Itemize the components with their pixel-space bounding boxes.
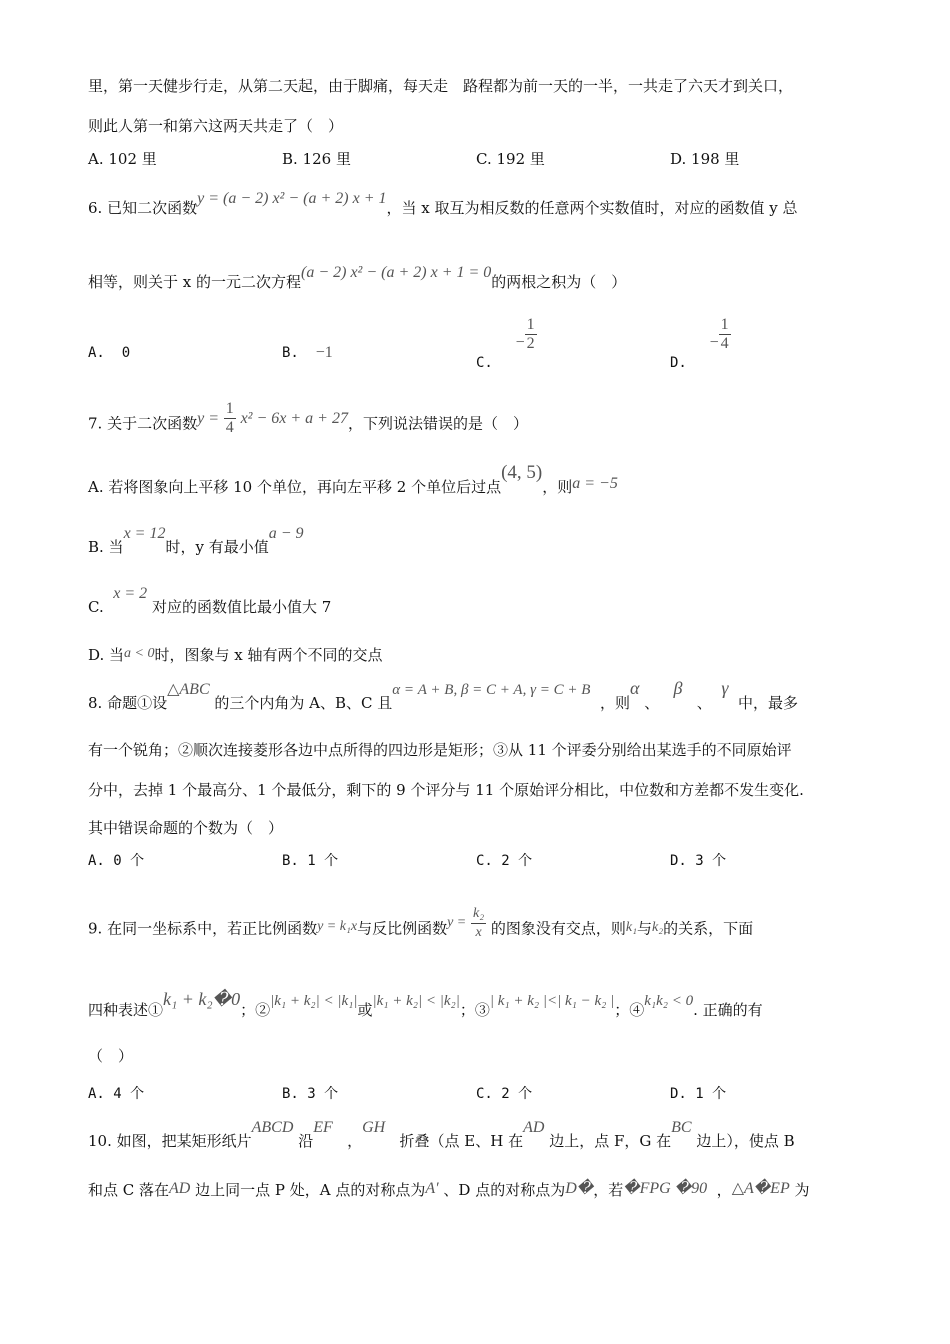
q9-l2-b: ；② [240,1001,271,1019]
q7-option-a-mid: ，则 [542,478,573,496]
q8-option-d[interactable]: D. 3 个 [670,853,727,869]
q7-stem [88,400,528,443]
q9-l2-c: ；③ [459,1001,490,1019]
q9-proportional-function: y = k₁x [317,918,358,934]
q10-triangle: △A�EP [731,1180,790,1197]
q9-inverse-y: y = [447,914,467,930]
q10-gh: GH [362,1119,386,1136]
q6-option-a-value: 0 [121,345,131,361]
q9-tail: 的关系，下面 [663,919,754,938]
q9-prefix: 9. 在同一坐标系中，若正比例函数 [88,919,318,938]
q6-option-d-numerator: 1 [720,316,729,333]
q9-paren: （ ） [88,1047,134,1065]
q6-option-d-label: D. [670,354,687,371]
q8-option-b[interactable]: B. 1 个 [282,853,339,869]
q7-option-c-equation: x = 2 [113,585,148,602]
q9-option-a[interactable]: A. 4 个 [88,1086,145,1102]
q8-option-a[interactable]: A. 0 个 [88,853,145,869]
q9-option-c[interactable]: C. 2 个 [476,1086,533,1102]
q9-inverse-denominator: x [475,925,482,940]
q8-sep2: 、 [696,694,712,712]
q10-ad: AD [523,1119,545,1136]
q9-statement-2b: |k₁ + k₂| < |k₂| [372,993,460,1009]
q6-option-d-denominator: 4 [720,335,729,352]
q8-triangle: △ABC [167,681,210,698]
q7-option-a-prefix: A. 若将图象向上平移 10 个单位，再向左平移 2 个单位后过点 [88,478,502,496]
q9-k2: k₂ [652,919,664,935]
q9-mid: 与反比例函数 [357,919,448,938]
q8-then: ，则 [599,694,630,712]
q5-text-line1: 里，第一天健步行走，从第二天起，由于脚痛，每天走 路程都为前一天的一半，一共走了六天才到关口， [88,77,794,95]
q10-ad2: AD [169,1180,191,1197]
q7-option-c-prefix: C. [88,598,104,616]
q6-option-c-label: C. [476,354,493,371]
q8-gamma: γ [721,678,729,698]
q10-l2-d: ， [716,1181,732,1199]
q10-a-prime: A′ [425,1180,439,1197]
q6-option-c[interactable] [476,316,537,371]
q6-option-b-label: B. [282,345,299,361]
q6-option-b[interactable] [282,343,333,363]
q7-numerator: 1 [225,400,234,417]
q10-ef: EF [313,1119,333,1136]
q9-or: 或 [357,1001,373,1019]
q7-option-b-value: a − 9 [268,525,304,542]
q9-inverse-numerator: k₂ [471,905,486,924]
q6-prefix: 6. 已知二次函数 [88,199,198,217]
q6-stem-line1 [88,190,798,219]
q8-stem-line4: 其中错误命题的个数为（ ） [88,819,284,837]
q7-prefix: 7. 关于二次函数 [88,414,198,433]
q7-option-d-suffix: 时，图象与 x 轴有两个不同的交点 [154,646,383,664]
q10-stem-line2 [88,1180,810,1201]
q9-l2-d: ；④ [614,1001,645,1019]
q7-option-a-equation: a = −5 [572,475,618,492]
q6-option-b-value: −1 [315,344,333,361]
q9-l2-e: . 正确的有 [693,1001,763,1019]
q8-stem-line1 [88,678,799,714]
q7-option-d-prefix: D. 当 [88,646,125,664]
q7-denominator: 4 [225,419,234,436]
q6-suffix: ，当 x 取互为相反数的任意两个实数值时，对应的函数值 y 总 [386,199,798,217]
q6-option-c-denominator: 2 [526,335,535,352]
q10-bc: BC [671,1119,692,1136]
q9-stem-line1 [88,906,754,948]
q10-l2-b: 、D 点的对称点为 [443,1181,566,1199]
q6-option-d-fraction [719,316,731,353]
q7-function-rest: x² − 6x + a + 27 [240,409,348,427]
q7-option-d[interactable] [88,645,382,667]
q9-inverse-fraction [471,905,486,942]
q10-abcd: ABCD [251,1119,294,1136]
q9-statement-3: | k₁ + k₂ |<| k₁ − k₂ | [489,993,615,1009]
q8-sep1: 、 [644,694,660,712]
q10-along: 沿 [298,1132,314,1150]
q6-stem-line2 [88,264,627,293]
q7-option-c-suffix: 对应的函数值比最小值大 7 [151,598,332,616]
q9-option-b[interactable]: B. 3 个 [282,1086,339,1102]
q9-stem-line2 [88,989,763,1021]
q9-and: 与 [637,919,653,938]
q7-option-b-prefix: B. 当 [88,538,124,556]
q10-angle: �FPG �90 [623,1180,708,1197]
q6-option-c-numerator: 1 [526,316,535,333]
q6-function: y = (a − 2) x² − (a + 2) x + 1 [197,190,387,207]
q10-edge: 边上，点 F，G 在 [549,1132,672,1150]
q6-equation: (a − 2) x² − (a + 2) x + 1 = 0 [301,264,492,281]
q7-y: y = [197,409,219,427]
q10-edge2: 边上），使点 B [696,1132,795,1150]
q5-option-a[interactable]: A. 102 里 [88,150,157,168]
q10-prefix: 10. 如图，把某矩形纸片 [88,1132,252,1150]
q10-l2-e: 为 [794,1181,810,1199]
q10-comma: ， [347,1132,363,1150]
q10-l2-prefix: 和点 C 落在 [88,1181,170,1199]
q7-option-b[interactable] [88,525,304,558]
q7-suffix: ，下列说法错误的是（ ） [347,414,528,433]
q5-option-d[interactable]: D. 198 里 [670,150,740,168]
q5-option-c[interactable]: C. 192 里 [476,150,545,168]
q7-option-a-point: (4, 5) [501,462,543,483]
q8-angle-equations: α = A + B, β = C + A, γ = C + B [392,682,591,698]
q8-alpha: α [629,678,640,698]
q9-option-d[interactable]: D. 1 个 [670,1086,727,1102]
q6-line2-prefix: 相等，则关于 x 的一元二次方程 [88,273,301,291]
q8-prefix: 8. 命题①设 [88,694,168,712]
q8-beta: β [673,678,683,698]
q7-option-b-mid: 时，y 有最小值 [165,538,269,556]
q7-option-a[interactable] [88,462,618,498]
q6-option-d[interactable] [670,316,731,371]
q9-k1: k₁ [625,919,638,935]
q7-option-d-equation: a < 0 [124,646,155,661]
q7-option-b-equation: x = 12 [123,525,166,542]
q9-l2-prefix: 四种表述① [88,1001,164,1019]
q5-option-b[interactable]: B. 126 里 [282,150,351,168]
q9-statement-1: k₁ + k₂�0 [163,989,241,1009]
q6-option-a[interactable] [88,343,130,363]
q6-option-d-sign: − [709,333,719,351]
q10-fold: 折叠（点 E、H 在 [399,1132,524,1150]
q6-option-c-fraction [525,316,537,353]
q8-option-c[interactable]: C. 2 个 [476,853,533,869]
q6-option-a-label: A. [88,345,105,361]
q10-stem-line1 [88,1119,795,1152]
q9-post: 的图象没有交点，则 [490,919,626,938]
q10-d-prime: D� [565,1180,594,1197]
q10-l2-a: 边上同一点 P 处，A 点的对称点为 [195,1181,426,1199]
q6-option-c-sign: − [515,333,525,351]
q9-statement-4: k₁k₂ < 0 [644,993,694,1009]
q6-line2-suffix: 的两根之积为（ ） [491,273,627,291]
q8-tail: 中，最多 [738,694,799,712]
q8-mid: 的三个内角为 A、B、C 且 [214,694,393,712]
q10-l2-c: ，若 [593,1181,624,1199]
q8-stem-line2: 有一个锐角；②顺次连接菱形各边中点所得的四边形是矩形；③从 11 个评委分别给出某选手的不同原始评 [88,741,792,759]
q5-text-line2: 则此人第一和第六这两天共走了（ ） [88,117,344,135]
q8-stem-line3: 分中，去掉 1 个最高分、1 个最低分，剩下的 9 个评分与 11 个原始评分相比，中位数和方差都不发生变化. [88,781,804,799]
q7-option-c[interactable] [88,585,332,618]
q7-fraction [224,400,236,437]
q9-statement-2a: |k₁ + k₂| < |k₁| [270,993,358,1009]
